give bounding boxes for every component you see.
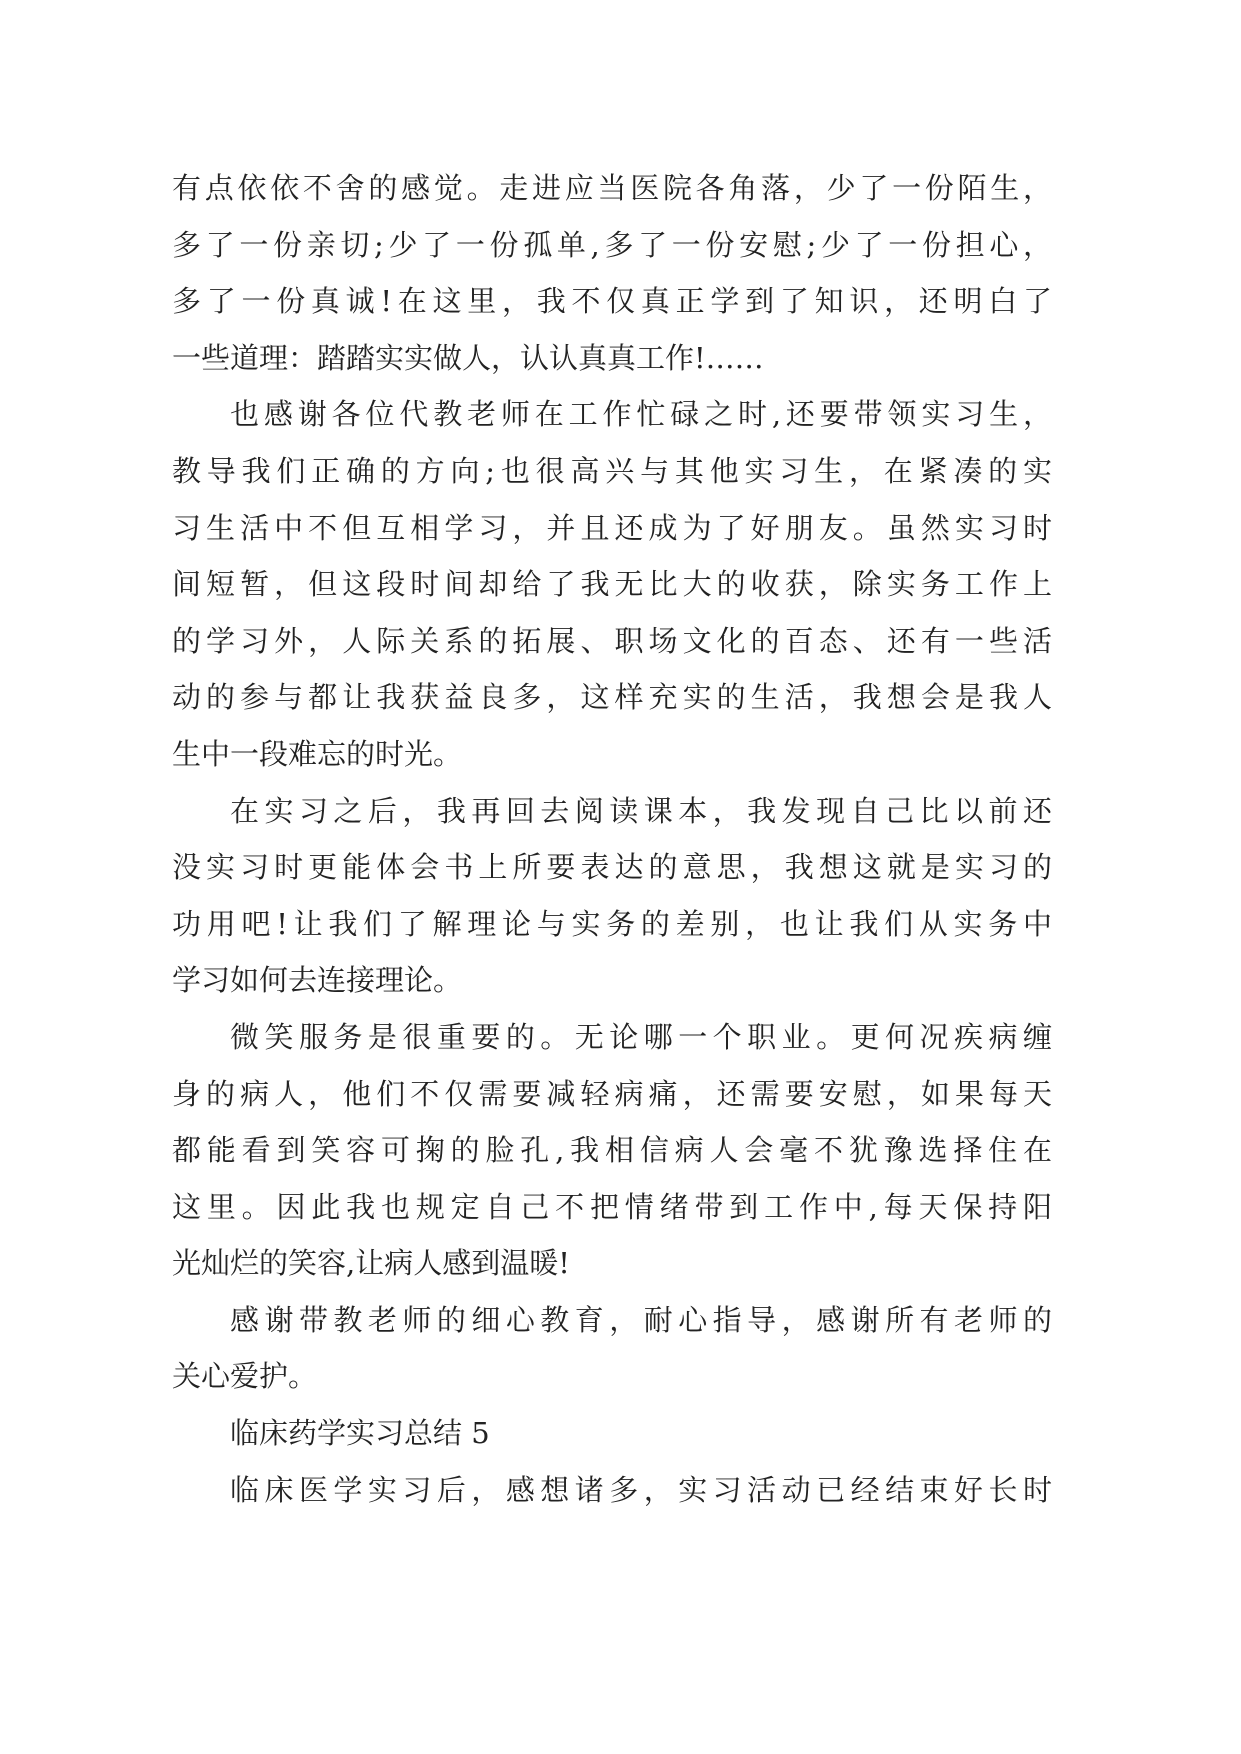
text-line: 多了一份真诚!在这里，我不仅真正学到了知识，还明白了: [172, 284, 1052, 319]
text-line: 习生活中不但互相学习，并且还成为了好朋友。虽然实习时: [172, 510, 1052, 545]
text-line: 这里。因此我也规定自己不把情绪带到工作中,每天保持阳: [172, 1189, 1052, 1224]
paragraph: [172, 386, 1052, 782]
text-line: 临床医学实习后，感想诸多，实习活动已经结束好长时: [230, 1472, 1052, 1507]
text-line: 动的参与都让我获益良多，这样充实的生活，我想会是我人: [172, 680, 1052, 715]
text-line: 间短暂，但这段时间却给了我无比大的收获，除实务工作上: [172, 567, 1052, 602]
text-line: 关心爱护。: [172, 1359, 318, 1394]
paragraph: [172, 783, 1052, 1009]
document-body: [172, 160, 1052, 1518]
text-line: 都能看到笑容可掬的脸孔,我相信病人会毫不犹豫选择住在: [172, 1133, 1052, 1168]
heading-text: 临床药学实习总结 5: [230, 1416, 490, 1451]
text-line: 也感谢各位代教老师在工作忙碌之时,还要带领实习生，: [230, 397, 1052, 432]
text-line: 身的病人，他们不仅需要减轻病痛，还需要安慰，如果每天: [172, 1076, 1052, 1111]
text-line: 微笑服务是很重要的。无论哪一个职业。更何况疾病缠: [230, 1019, 1052, 1054]
text-line: 有点依依不舍的感觉。走进应当医院各角落，少了一份陌生，: [172, 171, 1052, 205]
paragraph: [172, 160, 1052, 386]
paragraph: [172, 1462, 1052, 1519]
text-line: 在实习之后，我再回去阅读课本，我发现自己比以前还: [230, 793, 1052, 828]
paragraph: [172, 1009, 1052, 1292]
text-line: 生中一段难忘的时光。: [172, 736, 463, 771]
section-heading: [172, 1405, 1052, 1462]
text-line: 没实习时更能体会书上所要表达的意思，我想这就是实习的: [172, 850, 1052, 885]
paragraph: [172, 1292, 1052, 1405]
text-line: 功用吧!让我们了解理论与实务的差别，也让我们从实务中: [172, 906, 1052, 941]
text-line: 教导我们正确的方向;也很高兴与其他实习生，在紧凑的实: [172, 453, 1052, 488]
text-line: 感谢带教老师的细心教育，耐心指导，感谢所有老师的: [230, 1302, 1052, 1337]
text-line: 光灿烂的笑容,让病人感到温暖!: [172, 1246, 570, 1281]
text-line: 学习如何去连接理论。: [172, 963, 463, 998]
text-line: 的学习外，人际关系的拓展、职场文化的百态、还有一些活: [172, 623, 1052, 658]
text-line: 多了一份亲切;少了一份孤单,多了一份安慰;少了一份担心，: [172, 227, 1052, 262]
text-line: 一些道理：踏踏实实做人，认认真真工作!……: [172, 340, 764, 375]
